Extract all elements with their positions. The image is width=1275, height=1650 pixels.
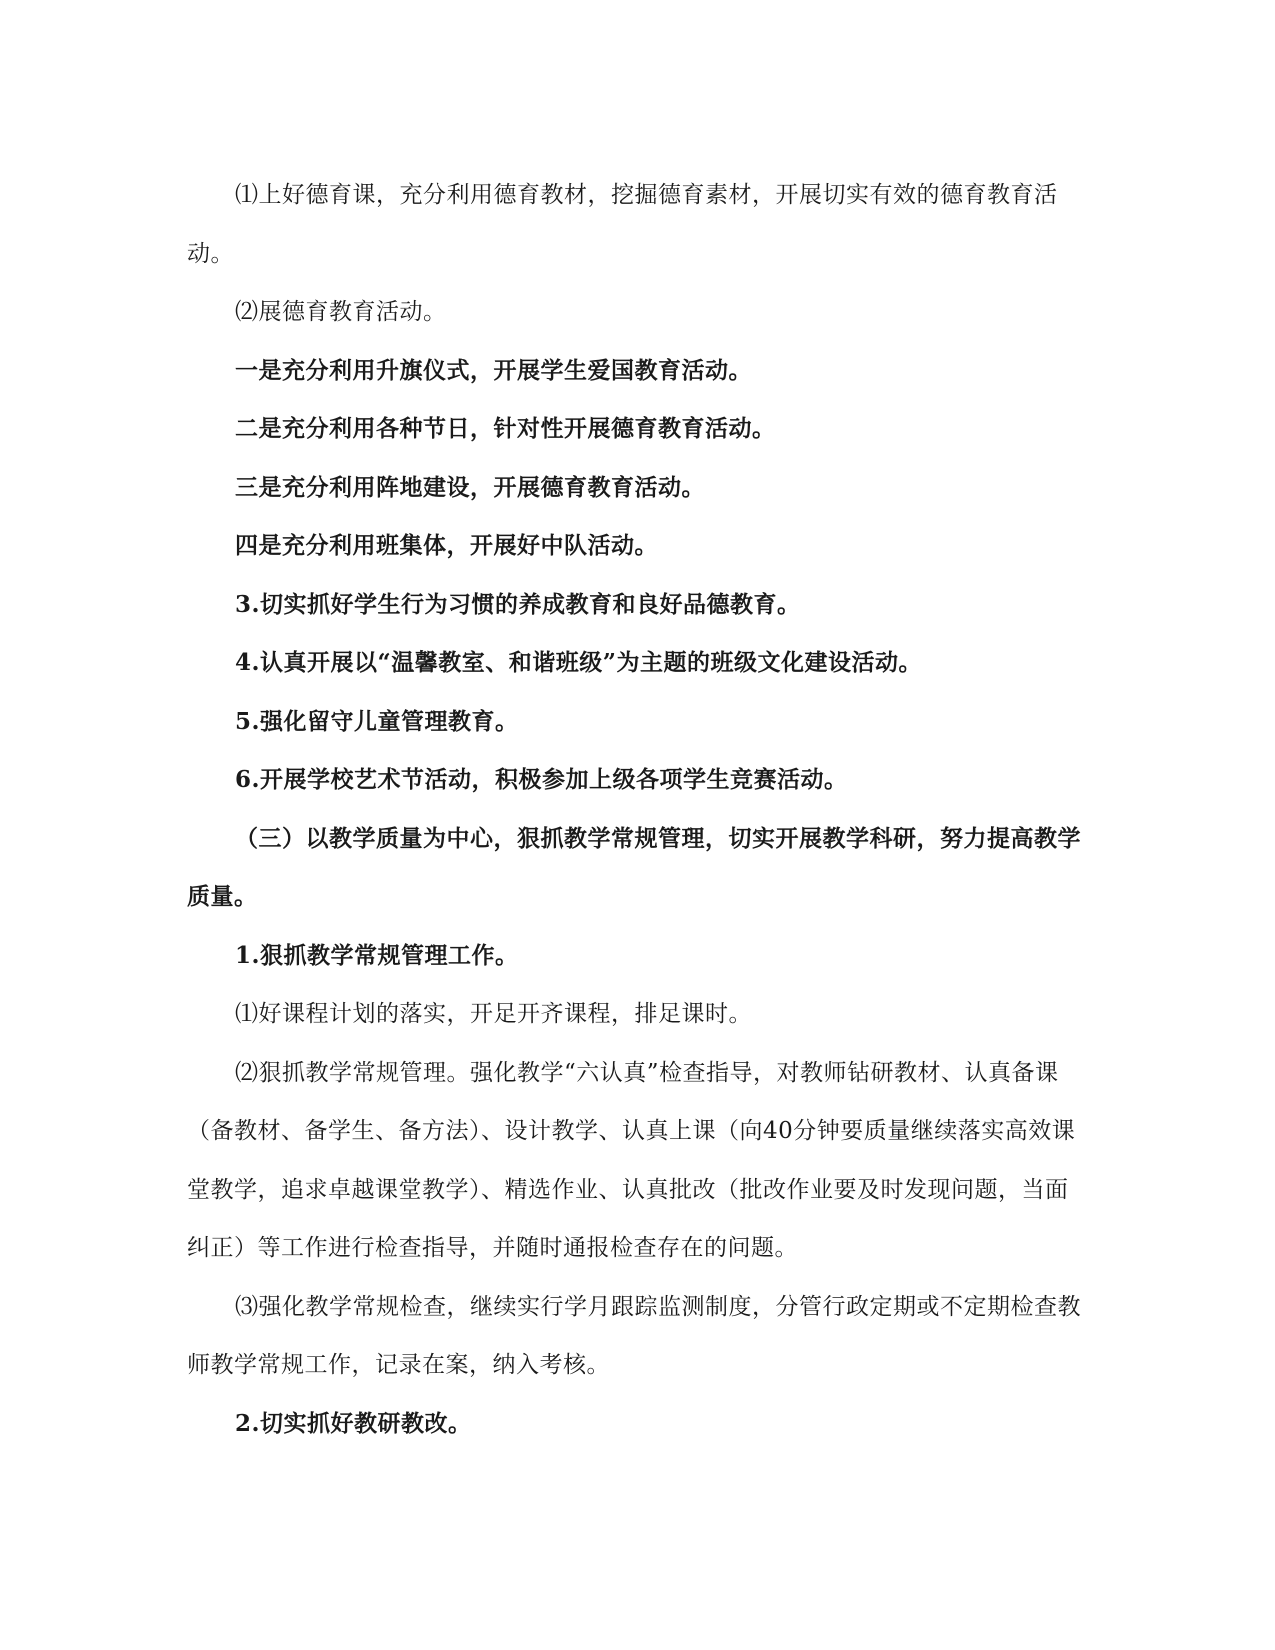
paragraph-flag-ceremony: 一是充分利用升旗仪式，开展学生爱国教育活动。 bbox=[235, 356, 752, 384]
section-heading-three: （三）以教学质量为中心，狠抓教学常规管理，切实开展教学科研，努力提高教学质量。 bbox=[187, 824, 1081, 910]
paragraph-item-6: 6.开展学校艺术节活动，积极参加上级各项学生竞赛活动。 bbox=[235, 766, 848, 793]
paragraph-class-collective: 四是充分利用班集体，开展好中队活动。 bbox=[235, 532, 658, 559]
paragraph-festivals: 二是充分利用各种节日，针对性开展德育教育活动。 bbox=[235, 415, 776, 442]
paragraph-teaching-item-1: 1.狠抓教学常规管理工作。 bbox=[235, 941, 519, 969]
paragraph-moral-class: ⑴上好德育课，充分利用德育教材，挖掘德育素材，开展切实有效的德育教育活动。 bbox=[187, 182, 1058, 267]
paragraph-moral-activities: ⑵展德育教育活动。 bbox=[235, 299, 447, 325]
paragraph-routine-inspection: ⑶强化教学常规检查，继续实行学月跟踪监测制度，分管行政定期或不定期检查教师教学常规工作，记录在案，纳入考核。 bbox=[187, 1293, 1081, 1378]
paragraph-item-5: 5.强化留守儿童管理教育。 bbox=[235, 707, 519, 735]
paragraph-item-4: 4.认真开展以“温馨教室、和谐班级”为主题的班级文化建设活动。 bbox=[235, 649, 922, 676]
paragraph-position-building: 三是充分利用阵地建设，开展德育教育活动。 bbox=[235, 473, 705, 501]
paragraph-item-3: 3.切实抓好学生行为习惯的养成教育和良好品德教育。 bbox=[235, 590, 801, 618]
paragraph-curriculum-plan: ⑴好课程计划的落实，开足开齐课程，排足课时。 bbox=[235, 1001, 752, 1027]
paragraph-routine-management: ⑵狠抓教学常规管理。强化教学“六认真”检查指导，对教师钻研教材、认真备课（备教材、备学生、备方法）、设计教学、认真上课（向40分钟要质量继续落实高效课堂教学，追求卓越课堂教学）、精选作业、认真批改（批改作业要及时发现问题，当面纠正）等工作进行检查指导，并随时通报检查存在的问题。 bbox=[187, 1059, 1076, 1261]
document-body bbox=[187, 166, 1087, 1453]
paragraph-teaching-item-2: 2.切实抓好教研教改。 bbox=[235, 1409, 472, 1437]
